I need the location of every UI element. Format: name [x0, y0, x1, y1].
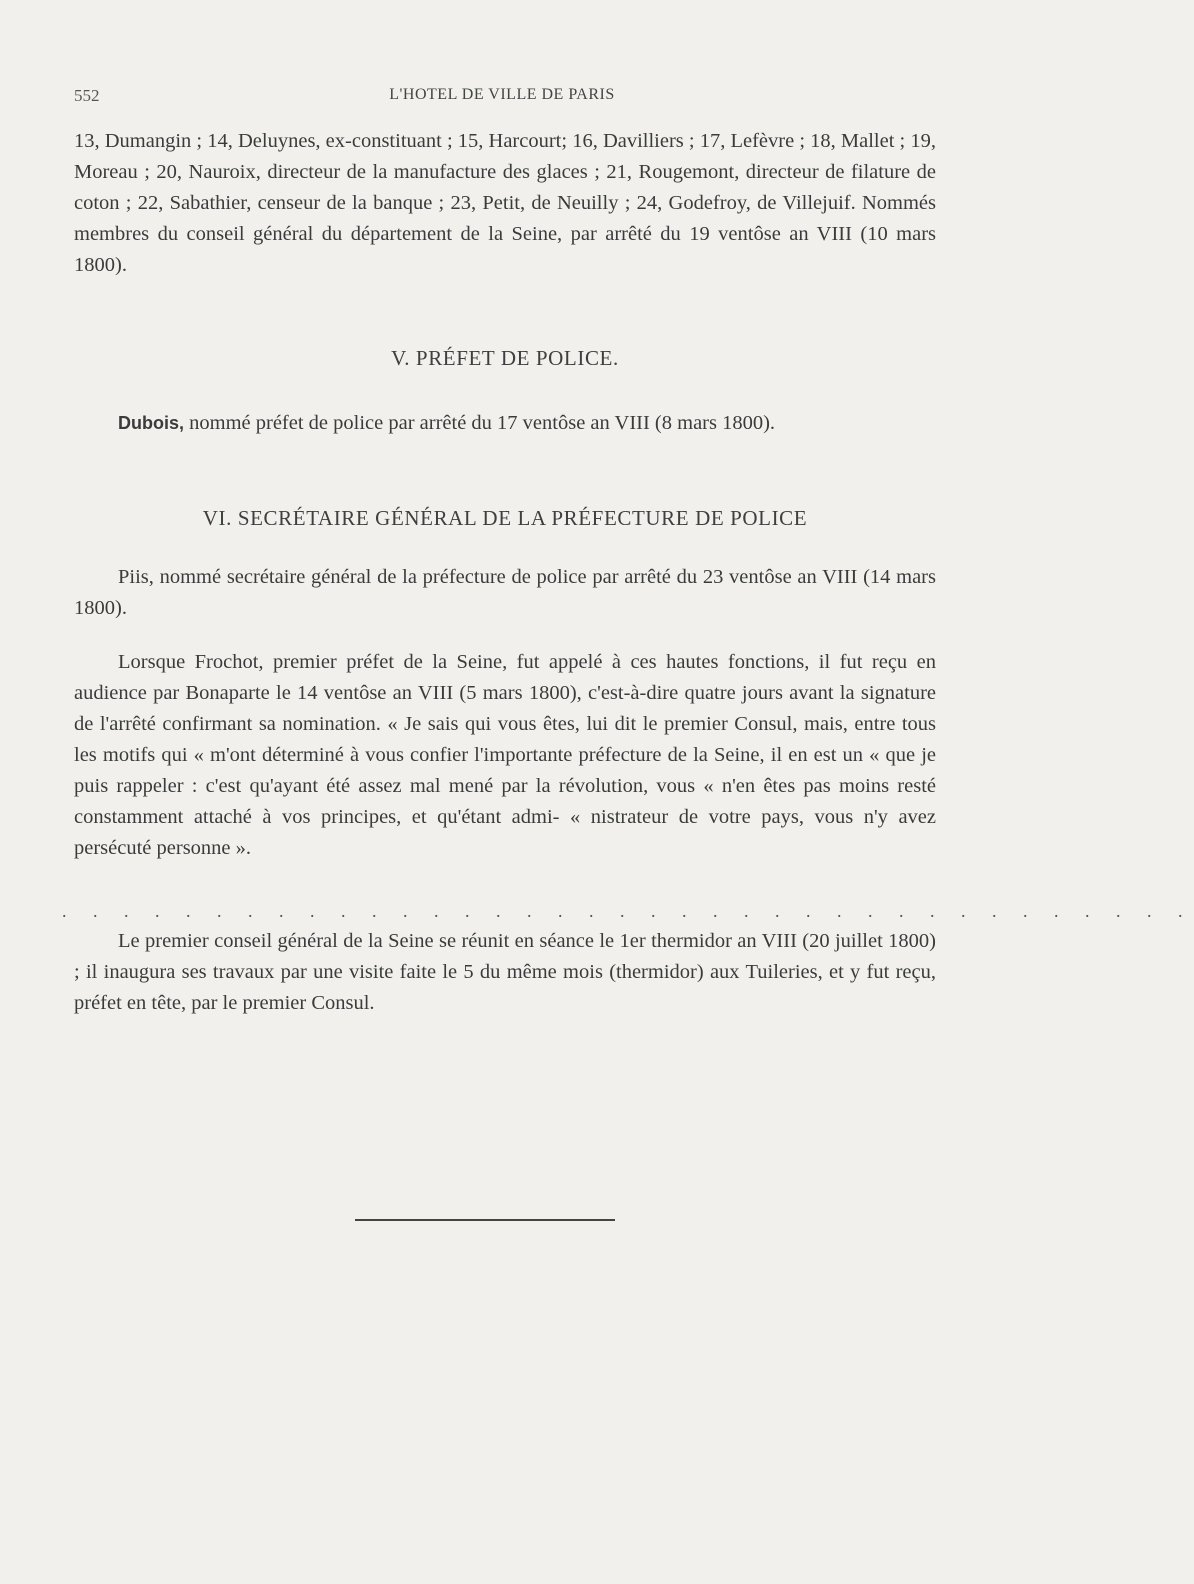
ellipsis-dots: . . . . . . . . . . . . . . . . . . . . . . . . . . . . . . . . . . . . .: [62, 901, 1194, 921]
frochot-paragraph: [74, 647, 936, 864]
continuation-text: 13, Dumangin ; 14, Deluynes, ex-constituant ; 15, Harcourt; 16, Davilliers ; 17, Lefèvre ; 18, Mallet ; 19, Moreau ; 20, Nauroix, directeur de la manufacture des glaces ; 21, Rougemont, directeur de filature de coton ; 22, Sabathier, censeur de la banque ; 23, Petit, de Neuilly ; 24, Godefroy, de Villejuif. Nommés membres du conseil général du département de la Seine, par arrêté du 19 ventôse an VIII (10 mars 1800).: [74, 130, 936, 276]
running-title: L'HOTEL DE VILLE DE PARIS: [389, 86, 615, 103]
prefect-appointment: nommé préfet de police par arrêté du 17 ventôse an VIII (8 mars 1800).: [184, 412, 776, 434]
page-header: [74, 86, 930, 112]
section-vi-paragraph: [74, 562, 936, 624]
section-vi-heading: VI. SECRÉTAIRE GÉNÉRAL DE LA PRÉFECTURE DE POLICE: [202, 506, 808, 530]
frochot-text: Lorsque Frochot, premier préfet de la Seine, fut appelé à ces hautes fonctions, il fut reçu en audience par Bonaparte le 14 ventôse an VIII (5 mars 1800), c'est-à-dire quatre jours avant la signature de l'arrêté confirmant sa nomination. « Je sais qui vous êtes, lui dit le premier Consul, mais, entre tous les motifs qui « m'ont déterminé à vous confier l'importante préfecture de la Seine, il en est un « que je puis rappeler : c'est qu'ayant été assez mal mené par la révolution, vous « n'en êtes pas moins resté constamment attaché à vos principes, et qu'étant admi- « nistrateur de votre pays, vous n'y avez persécuté personne ».: [74, 651, 936, 859]
prefect-name: Dubois,: [118, 413, 184, 433]
conseil-text: Le premier conseil général de la Seine se réunit en séance le 1er thermidor an VIII (20 juillet 1800) ; il inaugura ses travaux par une visite faite le 5 du même mois (thermidor) aux Tuileries, et y fut reçu, préfet en tête, par le premier Consul.: [74, 930, 936, 1014]
closing-rule: [355, 1219, 615, 1221]
page-number: 552: [74, 86, 100, 105]
conseil-paragraph: [74, 926, 936, 1019]
section-v-paragraph: [74, 408, 936, 439]
section-v-text: [74, 408, 936, 439]
continuation-paragraph: [74, 126, 936, 281]
section-v-heading: V. PRÉFET DE POLICE.: [391, 346, 619, 370]
section-vi-text: Piis, nommé secrétaire général de la préfecture de police par arrêté du 23 ventôse an VIII (14 mars 1800).: [74, 566, 936, 619]
